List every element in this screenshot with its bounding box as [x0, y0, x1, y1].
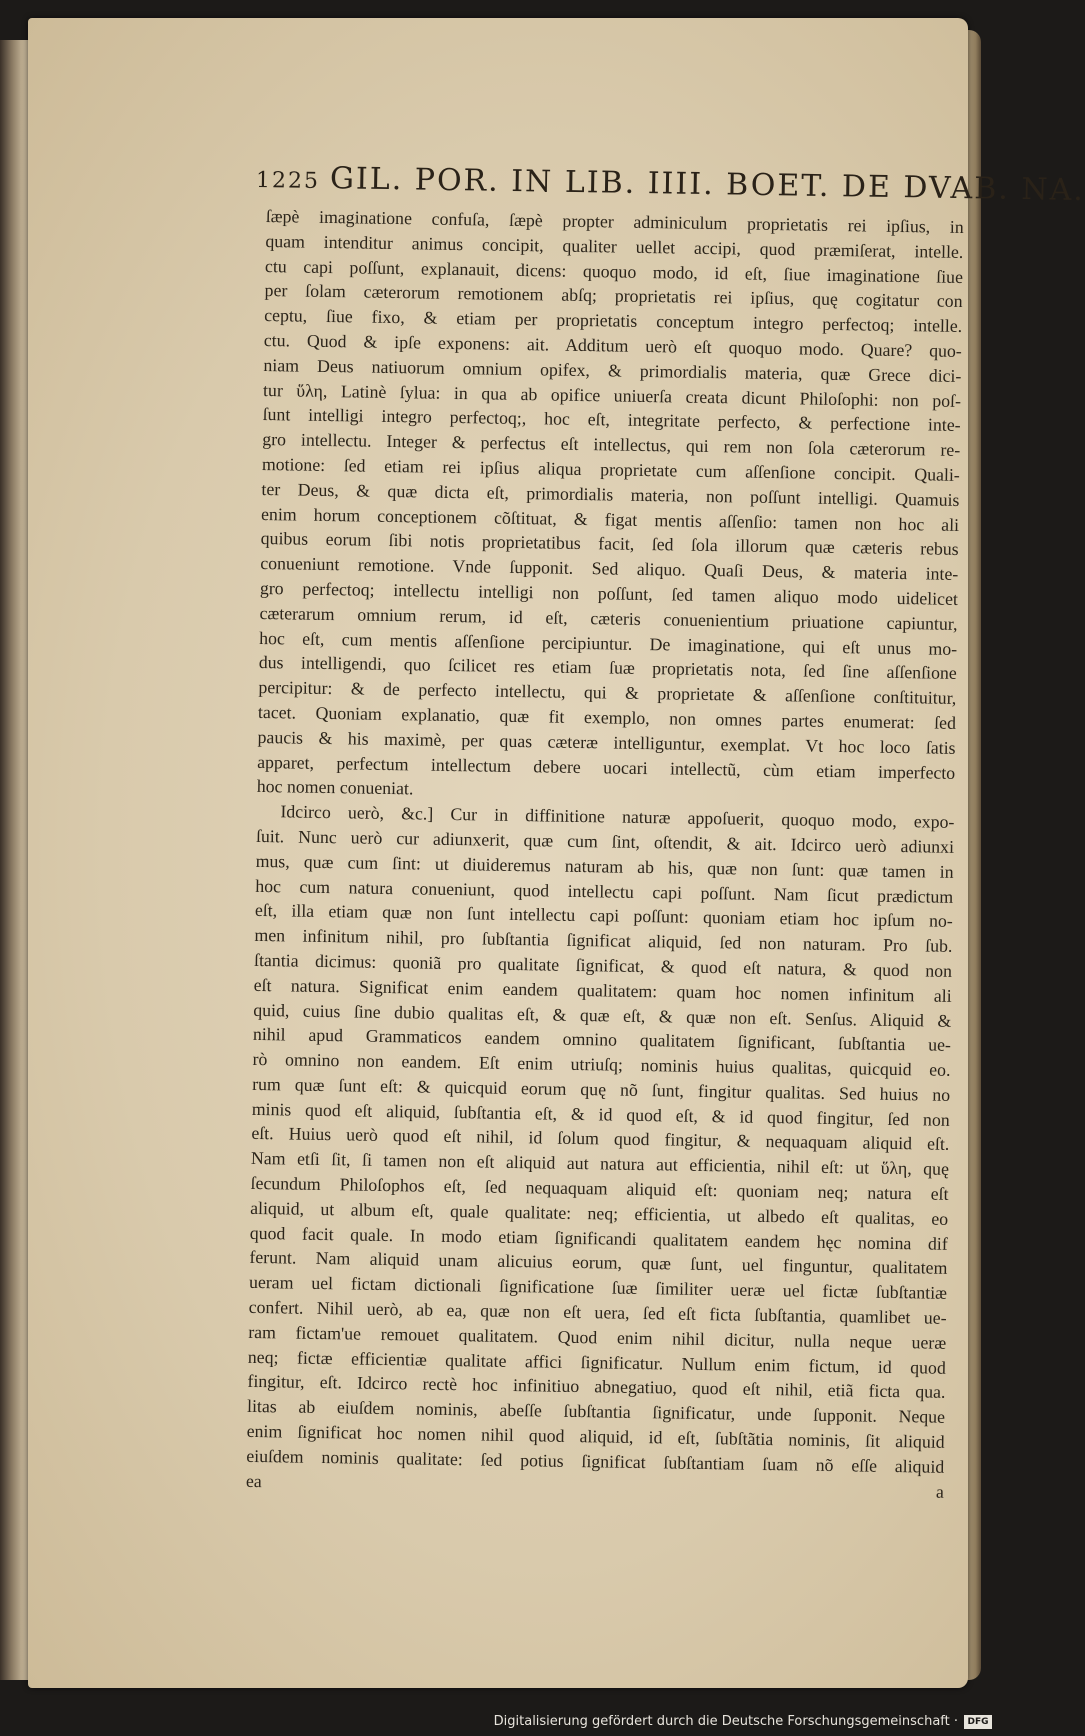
dfg-logo-icon: DFG	[964, 1715, 992, 1729]
text-line: per ſolam cæterorum remotionem abſq; proprietatis rei ipſius, quę cogitatur con	[264, 280, 963, 312]
text-line: ter Deus, & quæ dicta eſt, primordialis materia, non poſſunt intelligi. Quamuis	[261, 478, 960, 510]
text-line: ſæpè imaginatione confuſa, ſæpè propter adminiculum proprietatis rei ipſius, in	[265, 205, 964, 237]
text-line: fingitur, eſt. Idcirco rectè hoc infinitiuo abnegatiuo, quod eſt nihil, etiã ficta qua.	[247, 1371, 946, 1403]
text-line: nihil apud Grammaticos eandem omnino qualitatem ſignificant, ſubſtantia ue-	[252, 1024, 952, 1056]
text-line: rum quæ ſunt eſt: & quicquid eorum quę nõ ſunt, fingitur qualitas. Sed huius no	[252, 1073, 951, 1105]
text-line: quam intenditur animus concipit, qualiter uellet accipi, quod præmiſerat, intelle.	[265, 230, 964, 262]
funding-notice: Digitalisierung gefördert durch die Deutsche Forschungsgemeinschaft ·	[493, 1714, 958, 1729]
text-line: aliquid, ut album eſt, quale qualitate: neq; efficientia, ut albedo eſt qualitas, eo	[250, 1197, 949, 1229]
text-line: cæterarum omnium rerum, id eſt, cæteris conuenientium priuatione capiuntur,	[259, 602, 958, 634]
text-line: eſt natura. Significat enim eandem qualitatem: quam hoc nomen infinitum ali	[253, 974, 952, 1006]
text-line: litas ab eiuſdem nominis, abeſſe ſubſtantia ſignificatur, unde ſupponit. Neque	[246, 1396, 946, 1428]
text-line: neq; fictæ efficientiæ qualitate affici ſignificatur. Nullum enim fictum, id quod	[247, 1346, 946, 1378]
text-line: quibus eorum ſibi notis proprietatibus facit, ſed ſola illorum quæ cæteris rebus	[260, 528, 959, 560]
text-line: ferunt. Nam aliquid unam alicuius eorum, quæ ſunt, uel finguntur, qualitatem	[249, 1247, 948, 1279]
book-spine-edge	[0, 40, 30, 1680]
text-line: ram fictam'ue remouet qualitatem. Quod enim nihil dicitur, nulla neque ueræ	[248, 1321, 947, 1353]
text-line: tur ὕλη, Latinè ſylua: in qua ab opifice uniuerſa creata dicunt Philoſophi: non poſ-	[262, 379, 962, 411]
text-line: eiuſdem nominis qualitate: ſed potius ſignificat ſubſtantiam ſuam nõ eſſe aliquid	[246, 1445, 945, 1477]
text-line: gro intellectu. Integer & perfectus eſt intellectus, qui rem non ſola cæterorum re-	[262, 429, 961, 461]
text-line: tacet. Quoniam explanatio, quæ fit exemplo, non omnes partes enumerat: ſed	[257, 701, 957, 733]
text-line: eſt. Huius uerò quod eſt nihil, id ſolum quod fingitur, & nequaquam aliquid eſt.	[251, 1123, 950, 1155]
text-line: paucis & his maximè, per quas cæteræ intelliguntur, exemplat. Vt hoc loco ſatis	[257, 726, 956, 758]
text-line: eſt, illa etiam quæ non ſunt intellectu capi poſſunt: quoniam etiam hoc ipſum no-	[254, 900, 953, 932]
text-line: motione: ſed etiam rei ipſius aliqua proprietate cum aſſenſione concipit. Quali-	[261, 453, 960, 485]
text-line: ſuit. Nunc uerò cur adiunxerit, quæ cum ſint, oſtendit, & ait. Idcirco uerò adiunxi	[255, 825, 955, 857]
running-header-title: GIL. POR. IN LIB. IIII. BOET. DE DVAB. NA.	[329, 161, 1085, 209]
text-line: niam Deus natiuorum omnium opifex, & primordialis materia, quæ Grece dici-	[263, 354, 962, 386]
text-line: percipitur: & de perfecto intellectu, qui & proprietate & aſſenſione conſtituitur,	[258, 677, 957, 709]
text-line: ceptu, ſiue fixo, & etiam per proprietatis conceptum integro perfectoq; intelle.	[264, 305, 963, 337]
text-line: enim ſignificat hoc nomen nihil quod aliquid, id eſt, ſubſtãtia nominis, ſit aliquid	[246, 1420, 945, 1452]
text-line: men infinitum nihil, pro ſubſtantia ſignificat aliquid, ſed non naturam. Pro ſub.	[254, 925, 953, 956]
text-line: Nam etſi ſit, ſi tamen non eſt aliquid aut natura aut efficientia, nihil eſt: ut ὕλη, quę	[250, 1148, 950, 1180]
text-line: ueram uel fictam dictionali ſignificatione ſuæ ſimiliter ueræ uel fictæ ſubſtantiæ	[248, 1272, 948, 1304]
text-line: mus, quæ cum ſint: ut diuideremus naturam ab his, quæ non ſunt: quæ tamen in	[255, 850, 954, 882]
text-line: ſtantia dicimus: quoniã pro qualitate ſignificat, & quod eſt natura, & quod non	[253, 949, 953, 981]
text-line: conueniunt remotione. Vnde ſupponit. Sed aliquo. Quaſi Deus, & materia inte-	[260, 553, 959, 585]
text-line: ea a	[245, 1470, 945, 1502]
text-line: apparet, perfectum intellectum debere uocari intellectũ, cùm etiam imperfecto	[257, 751, 956, 783]
text-line: enim horum conceptionem cõſtituat, & figat mentis aſſenſio: tamen non hoc ali	[260, 503, 960, 535]
text-line: ſunt intelligi integro perfectoq;, hoc eſt, integritate perfecto, & perfectione inte-	[262, 404, 961, 436]
text-line: ſecundum Philoſophos eſt, ſed nequaquam aliquid eſt: quoniam neq; natura eſt	[250, 1172, 949, 1204]
text-line: Idcirco uerò, &c.] Cur in diffinitione naturæ appoſuerit, quoquo modo, expo-	[280, 801, 955, 833]
text-line: gro perfectoq; intellectu intelligi non poſſunt, ſed tamen aliquo modo uidelicet	[259, 577, 959, 609]
text-line: ctu. Quod & ipſe exponens: ait. Additum uerò eſt quoquo modo. Quare? quo-	[263, 329, 962, 361]
text-line: quid, cuius ſine dubio qualitas eſt, & quæ eſt, & quæ non eſt. Senſus. Aliquid &	[253, 999, 952, 1031]
text-line: dus intelligendi, quo ſcilicet res etiam ſuæ proprietatis nota, ſed ſine aſſenſione	[258, 652, 957, 684]
body-text	[246, 204, 964, 1504]
text-line: minis quod eſt aliquid, ſubſtantia eſt, & id quod eſt, & id quod fingitur, ſed non	[251, 1098, 950, 1130]
footer-bar	[0, 1708, 1000, 1736]
text-line: hoc nomen conueniat.	[256, 776, 414, 799]
text-line: hoc cum natura conueniunt, quod intellectu capi poſſunt. Nam ſicut prædictum	[255, 875, 954, 907]
page-number: 1225	[255, 168, 321, 195]
text-line: hoc eſt, cum mentis aſſenſione percipiuntur. De imaginatione, qui eſt unus mo-	[259, 627, 958, 659]
text-line: ctu capi poſſunt, explanauit, dicens: quoquo modo, id eſt, ſiue imaginatione ſiue	[264, 255, 964, 287]
text-line: confert. Nihil uerò, ab ea, quæ non eſt uera, ſed eſt ficta ſubſtantia, quamlibet ue-	[248, 1296, 947, 1328]
text-line: quod facit quale. In modo etiam ſignificandi qualitatem eandem hęc nomina dif	[249, 1222, 948, 1254]
text-line: rò omnino non eandem. Eſt enim utriuſq; nominis huius qualitas, quicquid eo.	[252, 1048, 951, 1080]
